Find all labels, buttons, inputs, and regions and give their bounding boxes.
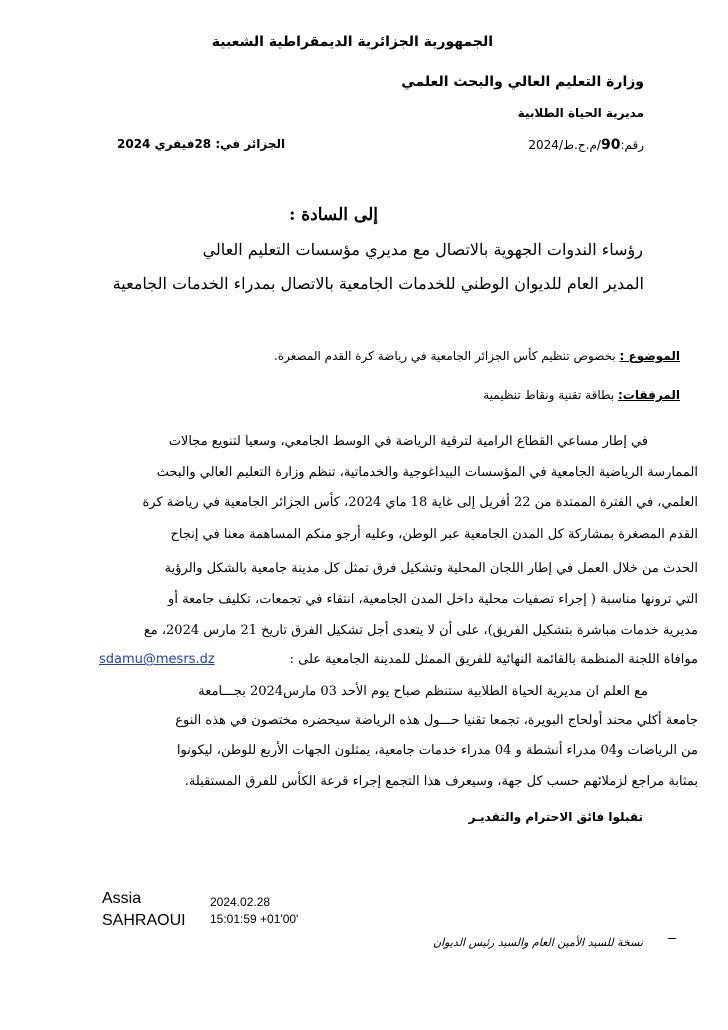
signature-date: 2024.02.28 (210, 895, 271, 909)
body-line-9: مع العلم ان مديرية الحياة الطلابية ستنظم صباح يوم الأحد 03 مارس2024 بجـــامعة (198, 684, 648, 699)
signature-time: 15:01:59 +01'00' (210, 912, 299, 926)
subject-text: بخصوص تنظيم كأس الجزائر الجامعية في رياضة كرة القدم المصغرة. (274, 349, 616, 363)
body-line-2: الممارسة الرياضية الجامعية في المؤسسات البيداغوجية والخدماتية، تنظم وزارة التعليم العالي والبحث (156, 465, 698, 480)
subject-label: الموضوع : (619, 349, 680, 363)
body-line-1: في إطار مساعي القطاع الرامية لترقية الرياضة في الوسط الجامعي، وسعيا لتنويع مجالات (168, 434, 648, 449)
attachments-label: المرفقات: (618, 388, 680, 402)
copy-note: نسخة للسيد الأمين العام والسيد رئيس الديوان (433, 936, 643, 949)
body-line-4: القدم المصغرة بمشاركة كل المدن الجامعية عبر الوطن، وعليه أرجو منكم المساهمة معنا في إنجاح (170, 527, 698, 542)
letter-date: الجزائر في: 28فيفري 2024 (117, 137, 286, 151)
reference-prefix: رقم: (620, 138, 644, 152)
subject-line (274, 349, 680, 363)
addressee-title: إلى السادة : (289, 205, 378, 225)
signature-timestamp (210, 894, 298, 928)
republic-header: الجمهورية الجزائرية الديمقراطية الشعبية (211, 34, 493, 50)
body-line-7: مديرية خدمات مباشرة بتشكيل الفريق)، على أن لا يتعدى أجل تشكيل الفرق تاريخ 21 مارس 2024، مع (143, 623, 698, 638)
body-line-10: جامعة أكلي محند أولحاج البويرة، تجمعا تقنيا حـــول هذه الرياضة سيحضره مختصون في هذه النوع (175, 713, 698, 728)
body-line-8: موافاة اللجنة المنظمة بالقائمة النهائية للفريق الممثل للمدينة الجامعية على : (289, 652, 698, 667)
signature-last-name: SAHRAOUI (102, 912, 186, 929)
body-line-6: التي ترونها مناسبة ( إجراء تصفيات محلية داخل المدن الجامعية، انتقاء في تجمعات، تكليف جامعة أو (168, 592, 698, 607)
ministry-header: وزارة التعليم العالي والبحث العلمي (401, 74, 644, 90)
contact-email-link[interactable]: sdamu@mesrs.dz (99, 652, 215, 667)
copy-bullet (668, 938, 676, 939)
body-line-11: من الرياضات و04 مدراء أنشطة و 04 مدراء خدمات جامعية، يمثلون الجهات الأربع للوطن، ليكونوا (176, 743, 698, 758)
signature-name (102, 888, 186, 932)
attachments-text: بطاقة تقنية ونقاط تنظيمية (483, 388, 615, 402)
reference-number (528, 137, 644, 153)
directorate-header: مديرية الحياة الطلابية (517, 106, 644, 120)
addressee-line-1: رؤساء الندوات الجهوية بالاتصال مع مديري مؤسسات التعليم العالي (202, 240, 643, 259)
body-line-5: الحدث من خلال العمل في إطار اللجان المحلية وتشكيل فرق تمثل كل مدينة جامعية بالشكل والرؤية (164, 561, 698, 576)
signature-first-name: Assia (102, 890, 142, 907)
addressee-line-2: المدير العام للديوان الوطني للخدمات الجامعية بالاتصال بمدراء الخدمات الجامعية (112, 274, 644, 293)
reference-suffix: /م.ح.ط/2024 (528, 138, 601, 152)
closing-salutation: تقبلوا فائق الاحترام والتقديـر (468, 810, 643, 824)
body-line-12: بمثابة مراجع لزملائهم حسب كل جهة، وسيعرف هذا التجمع إجراء قرعة الكأس للفرق المستقبلة. (184, 774, 698, 789)
body-line-3: العلمي، في الفترة الممتدة من 22 أفريل إلى غاية 18 ماي 2024، كأس الجزائر الجامعية في رياضة كرة (142, 495, 698, 510)
reference-value: 90 (600, 137, 621, 153)
attachments-line (483, 388, 680, 402)
